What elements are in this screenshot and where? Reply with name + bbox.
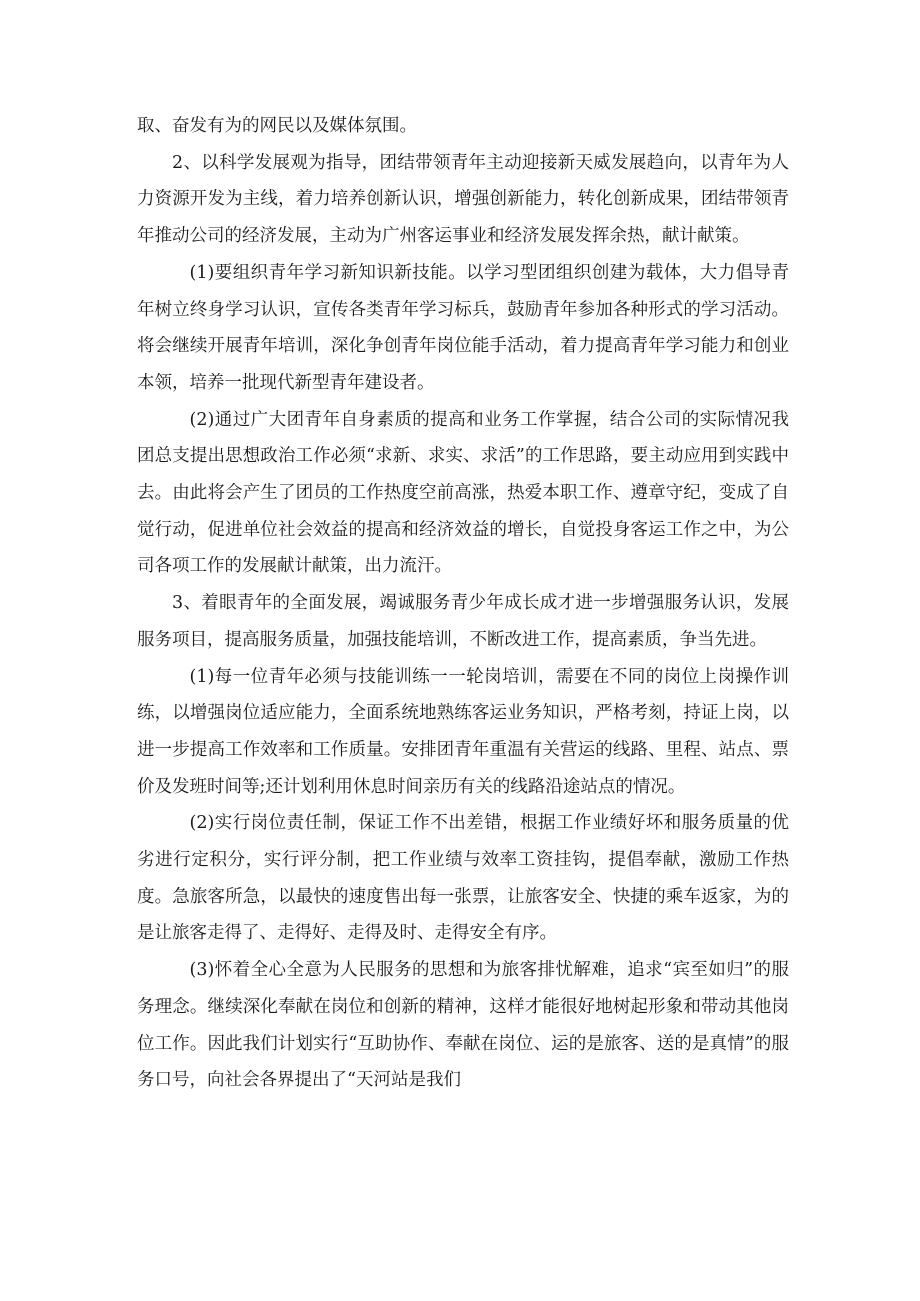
document-body: [137, 108, 789, 1099]
paragraph-2-item-1: (1)要组织青年学习新知识新技能。以学习型团组织创建为载体，大力倡导青年树立终身学习认识，宣传各类青年学习标兵，鼓励青年参加各种形式的学习活动。将会继续开展青年培训，深化争创青年岗位能手活动，着力提高青年学习能力和创业本领，培养一批现代新型青年建设者。: [137, 262, 789, 393]
paragraph-2-item-2: (2)通过广大团青年自身素质的提高和业务工作掌握，结合公司的实际情况我团总支提出思想政治工作必须“求新、求实、求活”的工作思路，要主动应用到实践中去。由此将会产生了团员的工作热度空前高涨，热爱本职工作、遵章守纪，变成了自觉行动，促进单位社会效益的提高和经济效益的增长，自觉投身客运工作之中，为公司各项工作的发展献计献策，出力流汗。: [137, 409, 789, 577]
paragraph-continuation: 取、奋发有为的网民以及媒体氛围。: [137, 116, 417, 136]
paragraph-3-item-1: (1)每一位青年必须与技能训练一一轮岗培训，需要在不同的岗位上岗操作训练，以增强岗位适应能力，全面系统地熟练客运业务知识，严格考刻，持证上岗，以进一步提高工作效率和工作质量。安排团青年重温有关营运的线路、里程、站点、票价及发班时间等;还计划利用休息时间亲历有关的线路沿途站点的情况。: [137, 666, 789, 797]
paragraph-section-3: 3、着眼青年的全面发展，竭诚服务青少年成长成才进一步增强服务认识，发展服务项目，提高服务质量，加强技能培训，不断改进工作，提高素质，争当先进。: [137, 593, 789, 650]
paragraph-3-item-2: (2)实行岗位责任制，保证工作不出差错，根据工作业绩好坏和服务质量的优劣进行定积分，实行评分制，把工作业绩与效率工资挂钩，提倡奉献，激励工作热度。急旅客所急，以最快的速度售出每一张票，让旅客安全、快捷的乘车返家，为的是让旅客走得了、走得好、走得及时、走得安全有序。: [137, 813, 789, 944]
paragraph-section-2: 2、以科学发展观为指导，团结带领青年主动迎接新天威发展趋向，以青年为人力资源开发为主线，着力培养创新认识，增强创新能力，转化创新成果，团结带领青年推动公司的经济发展，主动为广州客运事业和经济发展发挥余热，献计献策。: [137, 152, 789, 247]
paragraph-3-item-3: (3)怀着全心全意为人民服务的思想和为旅客排忧解难，追求“宾至如归”的服务理念。继续深化奉献在岗位和创新的精神，这样才能很好地树起形象和带动其他岗位工作。因此我们计划实行“互助协作、奉献在岗位、运的是旅客、送的是真情”的服务口号，向社会各界提出了“天河站是我们: [137, 960, 789, 1091]
